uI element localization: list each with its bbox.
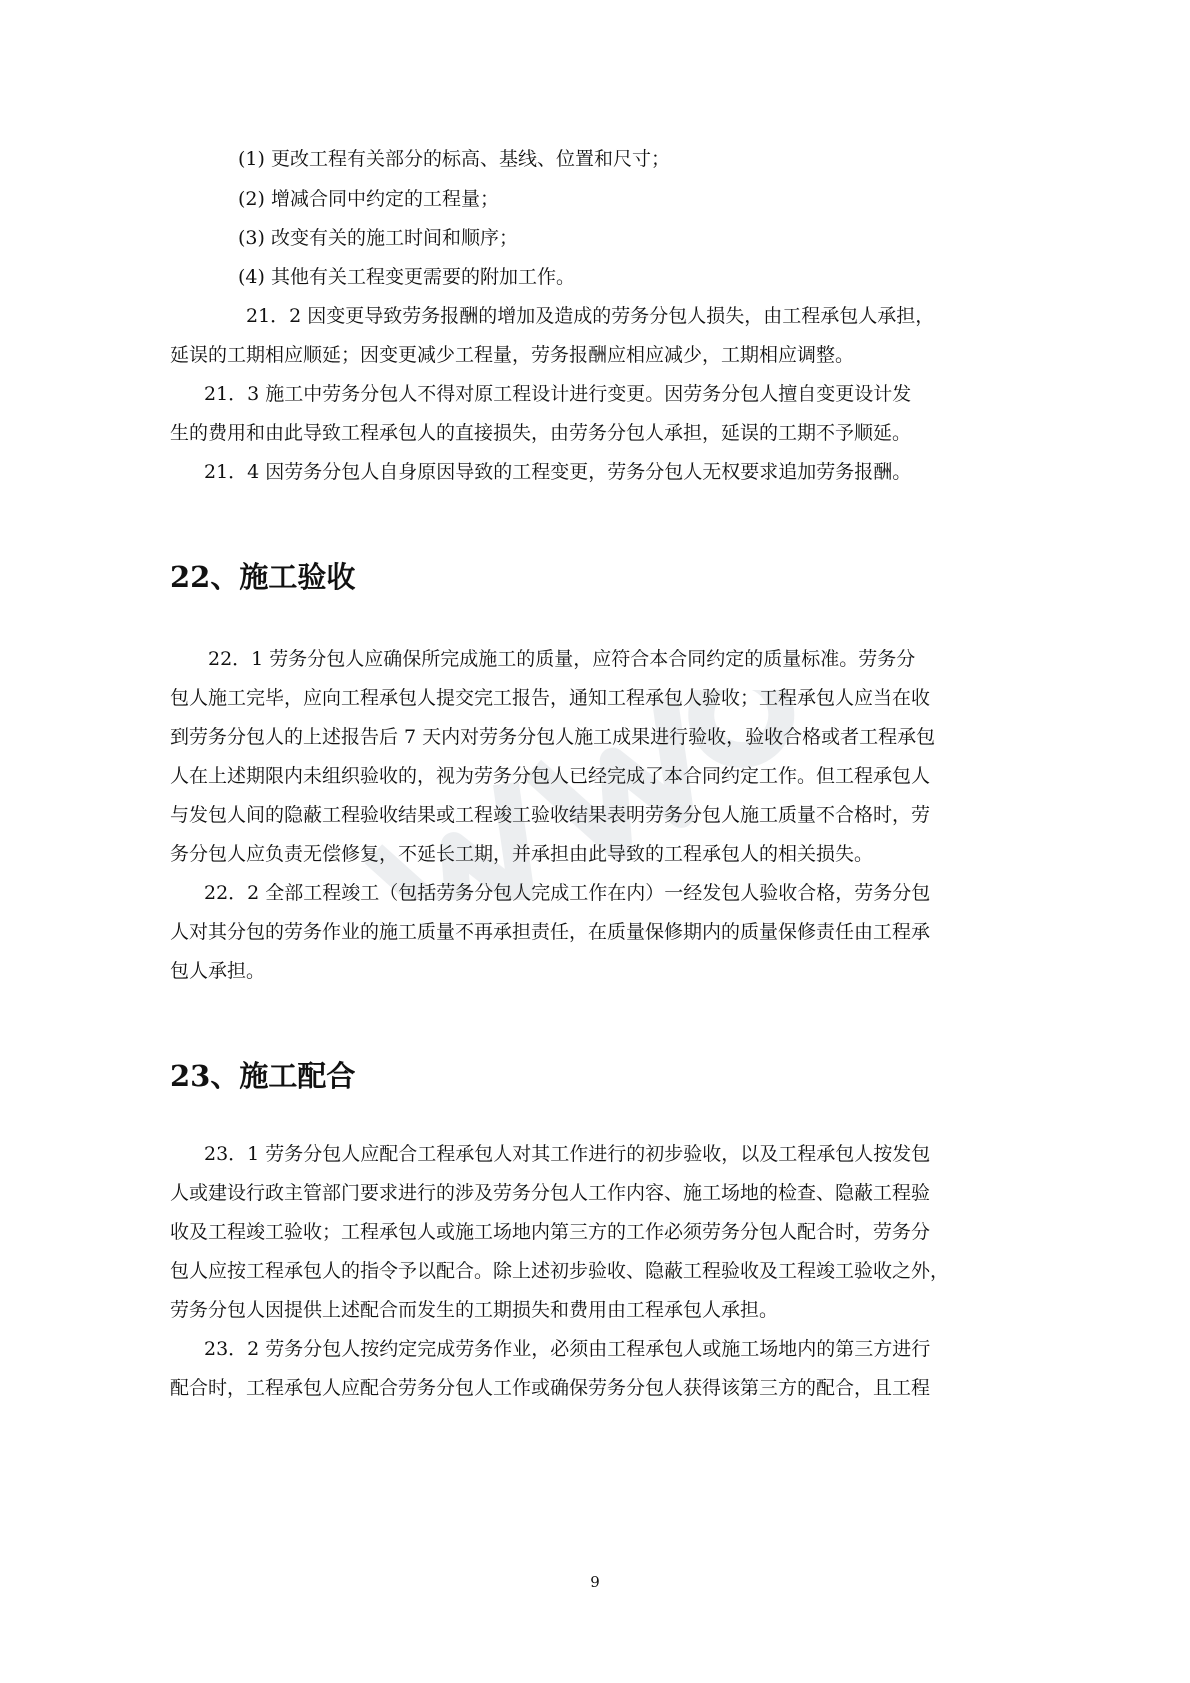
section-heading-23: 23、施工配合 <box>170 1059 356 1093</box>
clause-22-1-line-6: 务分包人应负责无偿修复，不延长工期，并承担由此导致的工程承包人的相关损失。 <box>170 843 874 865</box>
page-number: 9 <box>590 1573 600 1591</box>
clause-23-1-line-2: 人或建设行政主管部门要求进行的涉及劳务分包人工作内容、施工场地的检查、隐蔽工程验 <box>170 1182 931 1204</box>
clause-22-1-line-2: 包人施工完毕，应向工程承包人提交完工报告，通知工程承包人验收；工程承包人应当在收 <box>170 687 931 709</box>
clause-22-1-line-3: 到劳务分包人的上述报告后 7 天内对劳务分包人施工成果进行验收，验收合格或者工程承包 <box>170 726 936 748</box>
clause-23-2-line-1: 23．2 劳务分包人按约定完成劳务作业，必须由工程承包人或施工场地内的第三方进行 <box>204 1338 931 1360</box>
clause-21-3-line-1: 21．3 施工中劳务分包人不得对原工程设计进行变更。因劳务分包人擅自变更设计发 <box>204 383 912 405</box>
clause-22-1-line-1: 22．1 劳务分包人应确保所完成施工的质量，应符合本合同约定的质量标准。劳务分 <box>208 648 916 670</box>
clause-23-1-line-3: 收及工程竣工验收；工程承包人或施工场地内第三方的工作必须劳务分包人配合时，劳务分 <box>170 1221 931 1243</box>
section-heading-22: 22、施工验收 <box>170 560 356 594</box>
clause-23-1-line-1: 23．1 劳务分包人应配合工程承包人对其工作进行的初步验收，以及工程承包人按发包 <box>204 1143 931 1165</box>
clause-21-3-line-2: 生的费用和由此导致工程承包人的直接损失，由劳务分包人承担，延误的工期不予顺延。 <box>170 422 912 444</box>
watermark-logo <box>350 690 810 900</box>
clause-21-2-line-1: 21．2 因变更导致劳务报酬的增加及造成的劳务分包人损失，由工程承包人承担， <box>246 305 935 327</box>
clause-22-2-line-1: 22．2 全部工程竣工（包括劳务分包人完成工作在内）一经发包人验收合格，劳务分包 <box>204 882 931 904</box>
list-item-1: (1) 更改工程有关部分的标高、基线、位置和尺寸； <box>238 148 670 170</box>
clause-23-1-line-4: 包人应按工程承包人的指令予以配合。除上述初步验收、隐蔽工程验收及工程竣工验收之外， <box>170 1260 950 1282</box>
clause-22-1-line-5: 与发包人间的隐蔽工程验收结果或工程竣工验收结果表明劳务分包人施工质量不合格时，劳 <box>170 804 931 826</box>
clause-22-1-line-4: 人在上述期限内未组织验收的，视为劳务分包人已经完成了本合同约定工作。但工程承包人 <box>170 765 931 787</box>
list-item-2: (2) 增减合同中约定的工程量； <box>238 188 499 210</box>
clause-21-2-line-2: 延误的工期相应顺延；因变更减少工程量，劳务报酬应相应减少，工期相应调整。 <box>170 344 855 366</box>
clause-21-4-line-1: 21．4 因劳务分包人自身原因导致的工程变更，劳务分包人无权要求追加劳务报酬。 <box>204 461 912 483</box>
clause-23-2-line-2: 配合时，工程承包人应配合劳务分包人工作或确保劳务分包人获得该第三方的配合，且工程 <box>170 1377 931 1399</box>
clause-22-2-line-3: 包人承担。 <box>170 960 266 982</box>
clause-22-2-line-2: 人对其分包的劳务作业的施工质量不再承担责任，在质量保修期内的质量保修责任由工程承 <box>170 921 931 943</box>
list-item-4: (4) 其他有关工程变更需要的附加工作。 <box>238 266 575 288</box>
clause-23-1-line-5: 劳务分包人因提供上述配合而发生的工期损失和费用由工程承包人承担。 <box>170 1299 779 1321</box>
list-item-3: (3) 改变有关的施工时间和顺序； <box>238 227 518 249</box>
